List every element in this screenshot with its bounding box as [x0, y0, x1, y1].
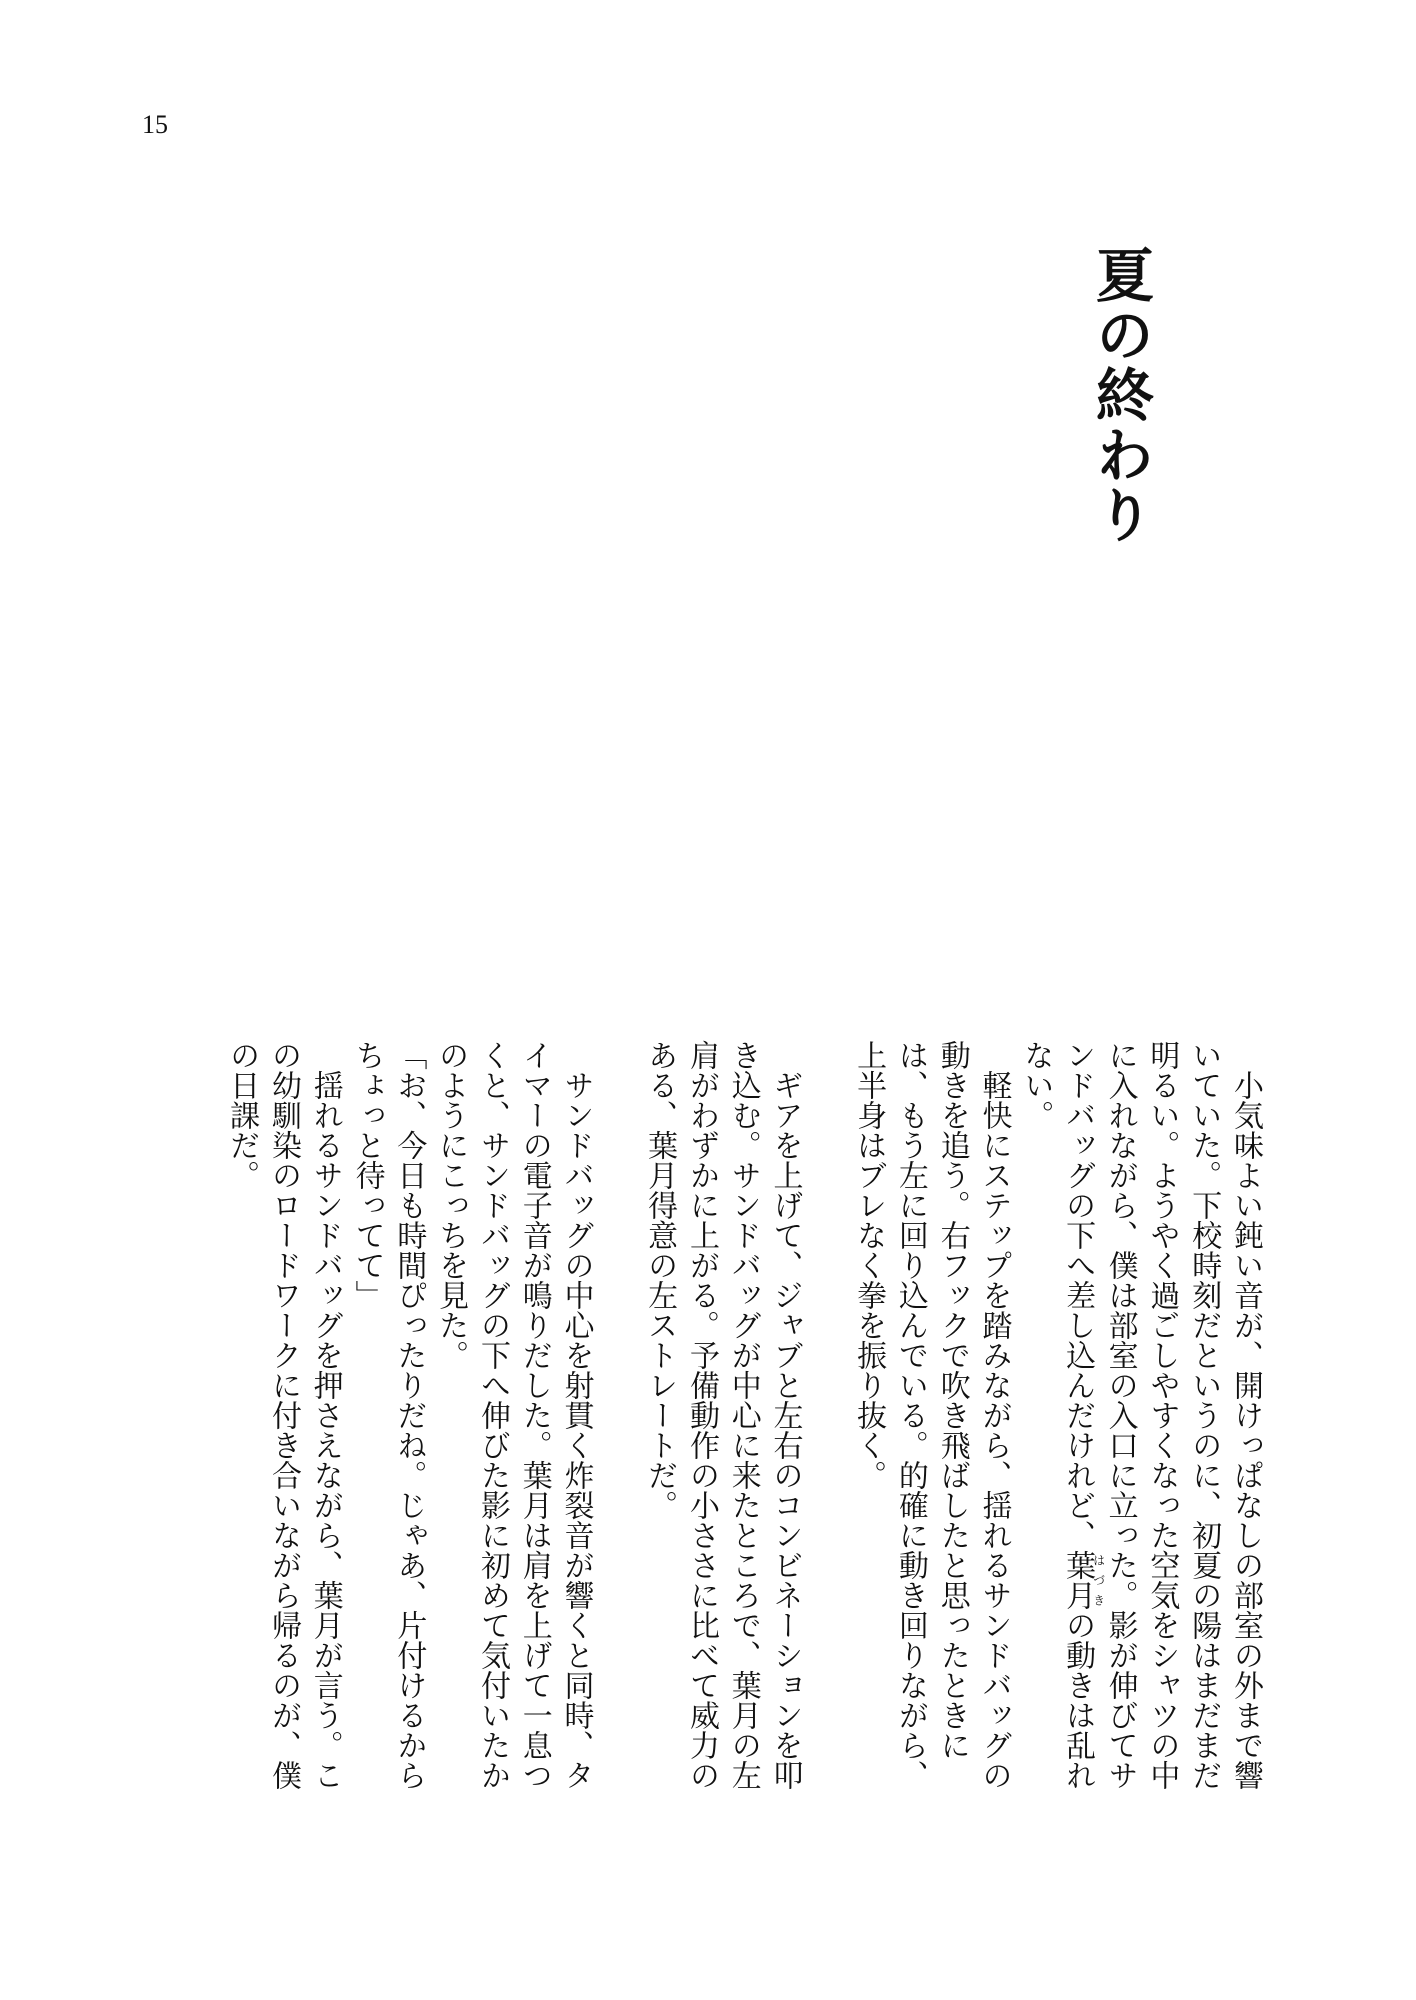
ruby-reading: はづき [1091, 1550, 1106, 1610]
paragraph [1015, 1040, 1266, 1792]
dialogue-paragraph: 「お、今日も時間ぴったりだね。じゃあ、片付けるからちょっと待ってて」 [349, 1040, 427, 1790]
paragraph: サンドバッグの中心を射貫く炸裂音が響くと同時、タイマーの電子音が鳴りだした。葉月は肩を上げて一息つくと、サンドバッグの下へ伸びた影に初めて気付いたかのようにこっちを見た。 [433, 1040, 594, 1790]
paragraph-text: の動きは乱れない。 [1018, 1040, 1096, 1790]
paragraph: 揺れるサンドバッグを押さえながら、葉月が言う。この幼馴染のロードワークに付き合いながら帰るのが、僕の日課だ。 [224, 1040, 343, 1790]
paragraph: 軽快にステップを踏みながら、揺れるサンドバッグの動きを追う。右フックで吹き飛ばしたと思ったときには、もう左に回り込んでいる。的確に動き回りながら、上半身はブレなく拳を振り抜く。 [851, 1040, 1012, 1790]
chapter-title: 夏の終わり [1086, 245, 1154, 545]
ruby-base: 葉月 [1060, 1550, 1096, 1610]
page-number: 15 [142, 110, 168, 139]
paragraph: ギアを上げて、ジャブと左右のコンビネーションを叩き込む。サンドバッグが中心に来たところで、葉月の左肩がわずかに上がる。予備動作の小ささに比べて威力のある、葉月得意の左ストレートだ。 [642, 1040, 803, 1790]
body-text [220, 1040, 1266, 1792]
ruby-name [1060, 1550, 1106, 1610]
paragraph-text: 小気味よい鈍い音が、開けっぱなしの部室の外まで響いていた。下校時刻だというのに、初夏の陽はまだまだ明るい。ようやく過ごしやすくなった空気をシャツの中に入れながら、僕は部室の入口に立った。影が伸びてサンドバッグの下へ差し込んだけれど、 [1060, 1040, 1263, 1790]
